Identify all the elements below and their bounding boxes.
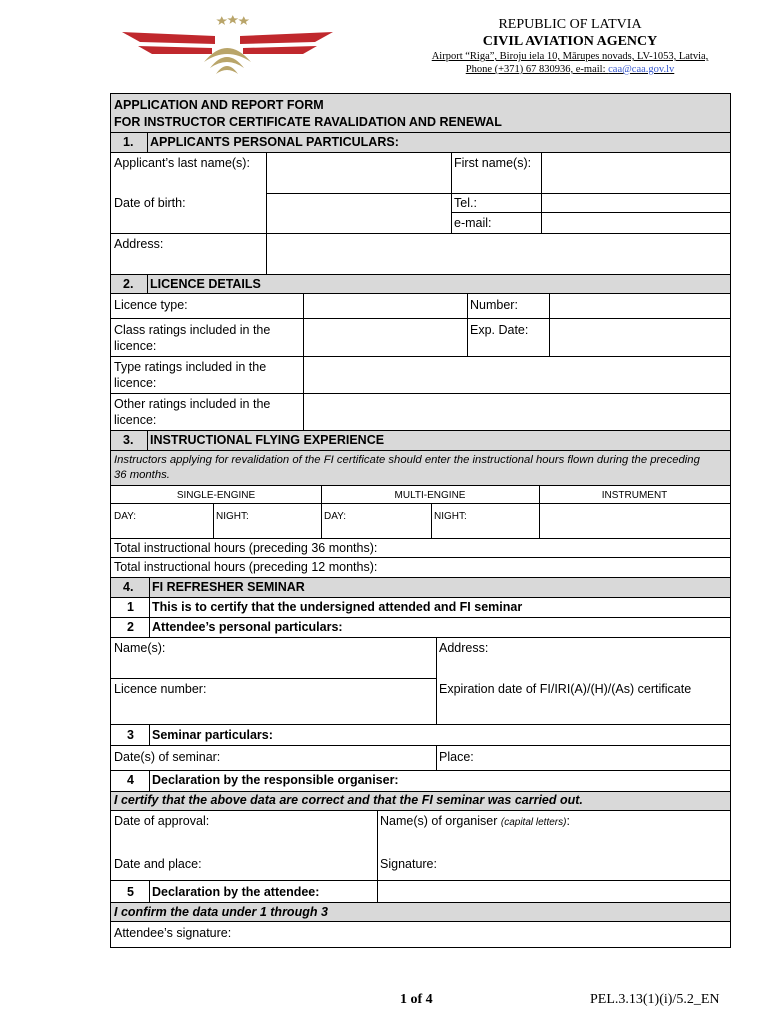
s3-number: 3. — [123, 433, 134, 447]
s2-number: 2. — [123, 277, 134, 291]
first-name-label: First name(s): — [454, 156, 532, 170]
type-ratings-label-2: licence: — [114, 376, 157, 390]
certify-statement: I certify that the above data are correct and that the FI seminar was carried out. — [114, 793, 583, 807]
signature-label: Signature: — [380, 857, 437, 871]
other-ratings-label-2: licence: — [114, 413, 157, 427]
agency-address: Airport “Riga”, Biroju iela 10, Mārupes novads, LV-1053, Latvia, — [431, 51, 709, 62]
last-name-label: Applicant’s last name(s): — [114, 156, 250, 170]
exp-date-field[interactable] — [550, 319, 730, 356]
total-36-label: Total instructional hours (preceding 36 months): — [114, 541, 378, 555]
form-title-line2: FOR INSTRUCTOR CERTIFICATE RAVALIDATION AND RENEWAL — [114, 115, 502, 129]
licence-type-field[interactable] — [304, 294, 466, 318]
number-label: Number: — [470, 298, 518, 312]
type-ratings-label-1: Type ratings included in the — [114, 360, 267, 374]
s1-number: 1. — [123, 135, 134, 149]
other-ratings-field[interactable] — [304, 394, 730, 430]
s2-title: LICENCE DETAILS — [150, 277, 261, 291]
page-number-text: 1 of 4 — [400, 992, 433, 1007]
dob-label: Date of birth: — [114, 196, 186, 210]
licence-type-label: Licence type: — [114, 298, 188, 312]
dob-field[interactable] — [267, 194, 450, 233]
single-day-label: DAY: — [114, 511, 137, 522]
instrument-field[interactable] — [540, 504, 730, 538]
organiser-label — [380, 813, 570, 831]
s3-title: INSTRUCTIONAL FLYING EXPERIENCE — [150, 433, 385, 447]
email-field[interactable] — [542, 213, 730, 233]
multi-night-label: NIGHT: — [434, 511, 467, 522]
form-code: PEL.3.13(1)(i)/5.2_EN — [590, 992, 720, 1007]
page-number — [400, 992, 433, 1008]
seminar-dates-label: Date(s) of seminar: — [114, 750, 221, 764]
s4-address-label: Address: — [439, 641, 489, 655]
single-night-label: NIGHT: — [216, 511, 249, 522]
instrument-header: INSTRUMENT — [601, 490, 668, 501]
last-name-field[interactable] — [267, 153, 450, 192]
total-12-label: Total instructional hours (preceding 12 months): — [114, 560, 378, 574]
agency-name: CIVIL AVIATION AGENCY — [482, 34, 658, 49]
organiser-note: (capital letters) — [500, 817, 567, 828]
s4-title: FI REFRESHER SEMINAR — [152, 580, 305, 594]
s4-row2-text: Attendee’s personal particulars: — [152, 620, 343, 634]
s4-row3-number: 3 — [127, 728, 134, 742]
multi-day-label: DAY: — [324, 511, 347, 522]
s4-row1-number: 1 — [127, 600, 134, 614]
address-label: Address: — [114, 237, 164, 251]
s4-row5-number: 5 — [127, 885, 134, 899]
agency-phone — [380, 64, 760, 75]
expiration-label: Expiration date of FI/IRI(A)/(H)/(As) certificate — [439, 682, 692, 696]
organiser-colon: : — [566, 814, 570, 828]
caa-logo — [120, 14, 335, 85]
address-field[interactable] — [267, 234, 730, 274]
licence-number-label: Licence number: — [114, 682, 207, 696]
email-link[interactable]: caa@caa.gov.lv — [608, 64, 675, 75]
class-ratings-field[interactable] — [304, 319, 466, 356]
class-ratings-label-2: licence: — [114, 339, 157, 353]
s3-note-line1: Instructors applying for revalidation of the FI certificate should enter the instructional hours flown during the preceding — [114, 454, 700, 466]
place-label: Place: — [439, 750, 474, 764]
s4-row4-number: 4 — [127, 773, 134, 787]
approval-date-label: Date of approval: — [114, 814, 210, 828]
s4-row4-text: Declaration by the responsible organiser: — [152, 773, 399, 787]
exp-date-label: Exp. Date: — [470, 323, 529, 337]
attendee-signature-label: Attendee’s signature: — [114, 926, 232, 940]
licence-number-field[interactable] — [550, 294, 730, 318]
type-ratings-field[interactable] — [304, 357, 730, 393]
s4-row5-text: Declaration by the attendee: — [152, 885, 320, 899]
tel-field[interactable] — [542, 194, 730, 212]
first-name-field[interactable] — [542, 153, 730, 192]
date-place-label: Date and place: — [114, 857, 202, 871]
application-form — [110, 93, 731, 948]
single-engine-header: SINGLE-ENGINE — [176, 490, 256, 501]
phone-text: Phone (+371) 67 830936, e-mail: — [465, 64, 609, 75]
s4-row2-number: 2 — [127, 620, 134, 634]
s3-note-line2: 36 months. — [114, 469, 170, 481]
s4-row1-text: This is to certify that the undersigned attended and FI seminar — [152, 600, 523, 614]
form-title-line1: APPLICATION AND REPORT FORM — [114, 98, 324, 112]
organiser-text: Name(s) of organiser — [380, 814, 501, 828]
names-label: Name(s): — [114, 641, 166, 655]
email-label: e-mail: — [454, 216, 492, 230]
multi-engine-header: MULTI-ENGINE — [394, 490, 466, 501]
other-ratings-label-1: Other ratings included in the — [114, 397, 271, 411]
s4-number: 4. — [123, 580, 134, 594]
country-name: REPUBLIC OF LATVIA — [498, 17, 642, 32]
s4-row3-text: Seminar particulars: — [152, 728, 273, 742]
class-ratings-label-1: Class ratings included in the — [114, 323, 271, 337]
tel-label: Tel.: — [454, 196, 477, 210]
s1-title: APPLICANTS PERSONAL PARTICULARS: — [150, 135, 399, 149]
confirm-statement: I confirm the data under 1 through 3 — [114, 905, 328, 919]
